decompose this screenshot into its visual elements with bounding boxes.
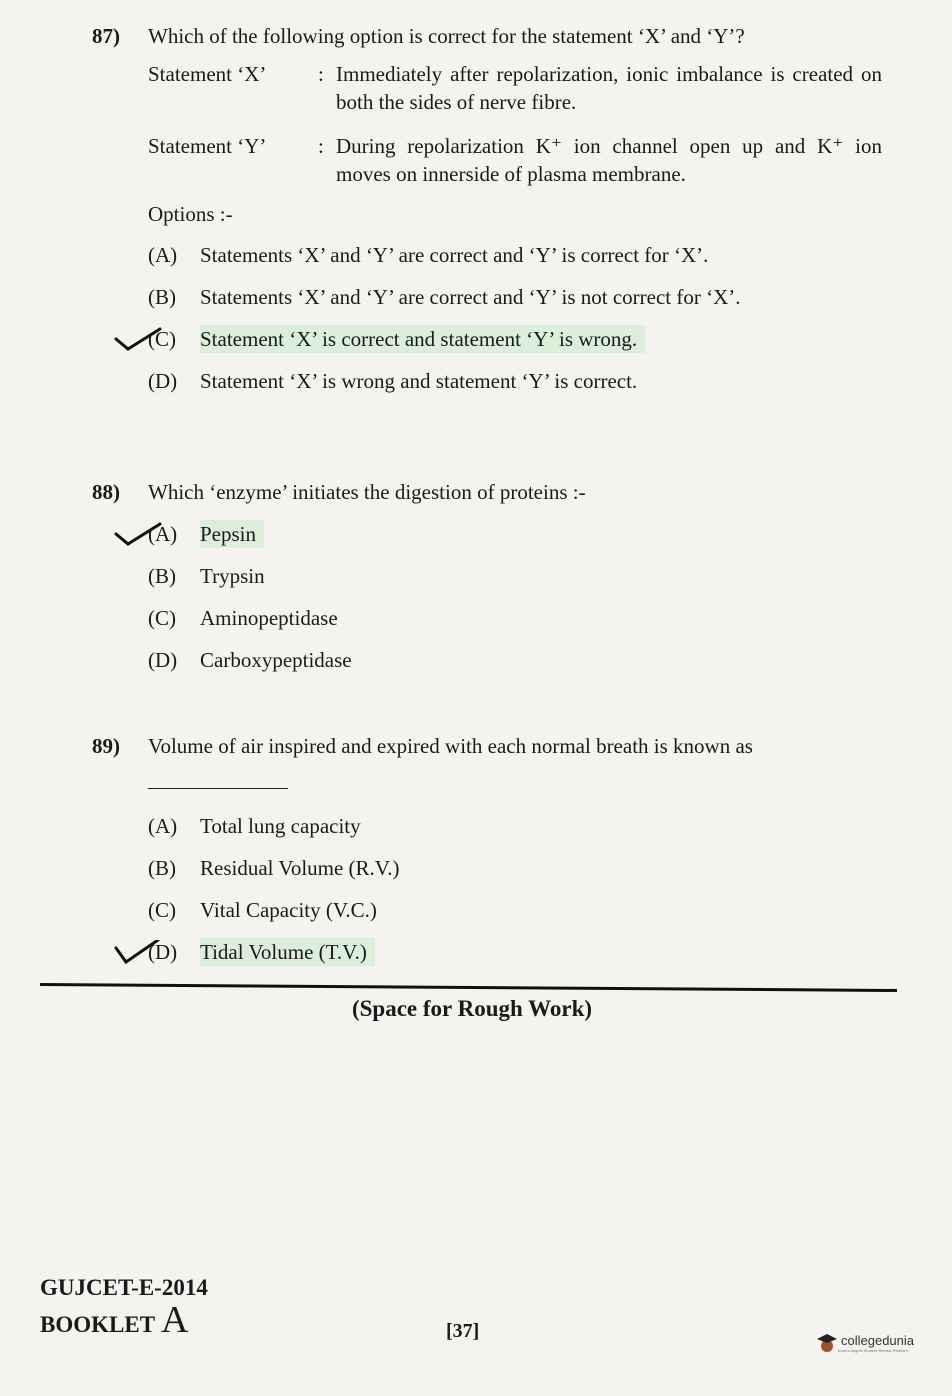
graduation-cap-icon <box>816 1332 838 1354</box>
statement-text: During repolarization K⁺ ion channel open up and K⁺ ion moves on innerside of plasma membrane. <box>336 134 882 186</box>
statement-text: Immediately after repolarization, ionic imbalance is created on both the sides of nerve fibre. <box>336 62 882 114</box>
question-number: 88) <box>92 480 120 504</box>
checkmark-icon <box>114 522 162 548</box>
brand-name: collegedunia <box>841 1333 915 1348</box>
exam-code: GUJCET-E-2014 <box>40 1275 208 1300</box>
question-87 <box>92 22 882 395</box>
question-text: Volume of air inspired and expired with each normal breath is known as <box>148 734 753 758</box>
statement-y: Statement ‘Y’ : During repolarization K⁺ ion channel open up and K⁺ ion moves on innerside of plasma membrane. <box>148 134 882 186</box>
option-a: (A) Statements ‘X’ and ‘Y’ are correct and ‘Y’ is correct for ‘X’. <box>148 243 709 267</box>
booklet-letter: A <box>161 1299 189 1341</box>
question-89 <box>92 732 882 966</box>
question-number: 89) <box>92 734 120 758</box>
statement-label: Statement ‘Y’ <box>148 134 267 158</box>
option-a: (A) Total lung capacity <box>148 814 361 838</box>
answer-blank <box>148 768 288 789</box>
checkmark-icon <box>114 327 162 353</box>
divider-line <box>40 983 897 992</box>
option-d: (D) Carboxypeptidase <box>148 648 352 672</box>
question-text: Which of the following option is correct for the statement ‘X’ and ‘Y’? <box>148 24 745 48</box>
option-c: (C) Vital Capacity (V.C.) <box>148 898 377 922</box>
statement-label: Statement ‘X’ <box>148 62 267 86</box>
brand-tagline: India's largest Student Review Platform <box>838 1348 908 1353</box>
question-88 <box>92 478 882 674</box>
statement-x: Statement ‘X’ : Immediately after repolarization, ionic imbalance is created on both the sides of nerve fibre. <box>148 62 882 114</box>
option-c: (C) Aminopeptidase <box>148 606 338 630</box>
options-label: Options :- <box>148 202 233 226</box>
question-text: Which ‘enzyme’ initiates the digestion of proteins :- <box>148 480 586 504</box>
option-a: (A) Pepsin <box>148 520 882 548</box>
option-b: (B) Residual Volume (R.V.) <box>148 856 400 880</box>
rough-work-label: (Space for Rough Work) <box>351 996 593 1021</box>
exam-footer <box>40 1272 208 1341</box>
booklet-label: BOOKLET <box>40 1312 156 1337</box>
question-number: 87) <box>92 24 120 48</box>
option-d: (D) Statement ‘X’ is wrong and statement ‘Y’ is correct. <box>148 369 638 393</box>
page-number: [37] <box>446 1320 480 1342</box>
watermark-logo <box>816 1332 914 1354</box>
option-b: (B) Trypsin <box>148 564 265 588</box>
option-b: (B) Statements ‘X’ and ‘Y’ are correct and ‘Y’ is not correct for ‘X’. <box>148 285 741 309</box>
option-c: (C) Statement ‘X’ is correct and statement ‘Y’ is wrong. <box>148 325 882 353</box>
checkmark-icon <box>114 940 162 966</box>
option-d: (D) Tidal Volume (T.V.) <box>148 938 882 966</box>
